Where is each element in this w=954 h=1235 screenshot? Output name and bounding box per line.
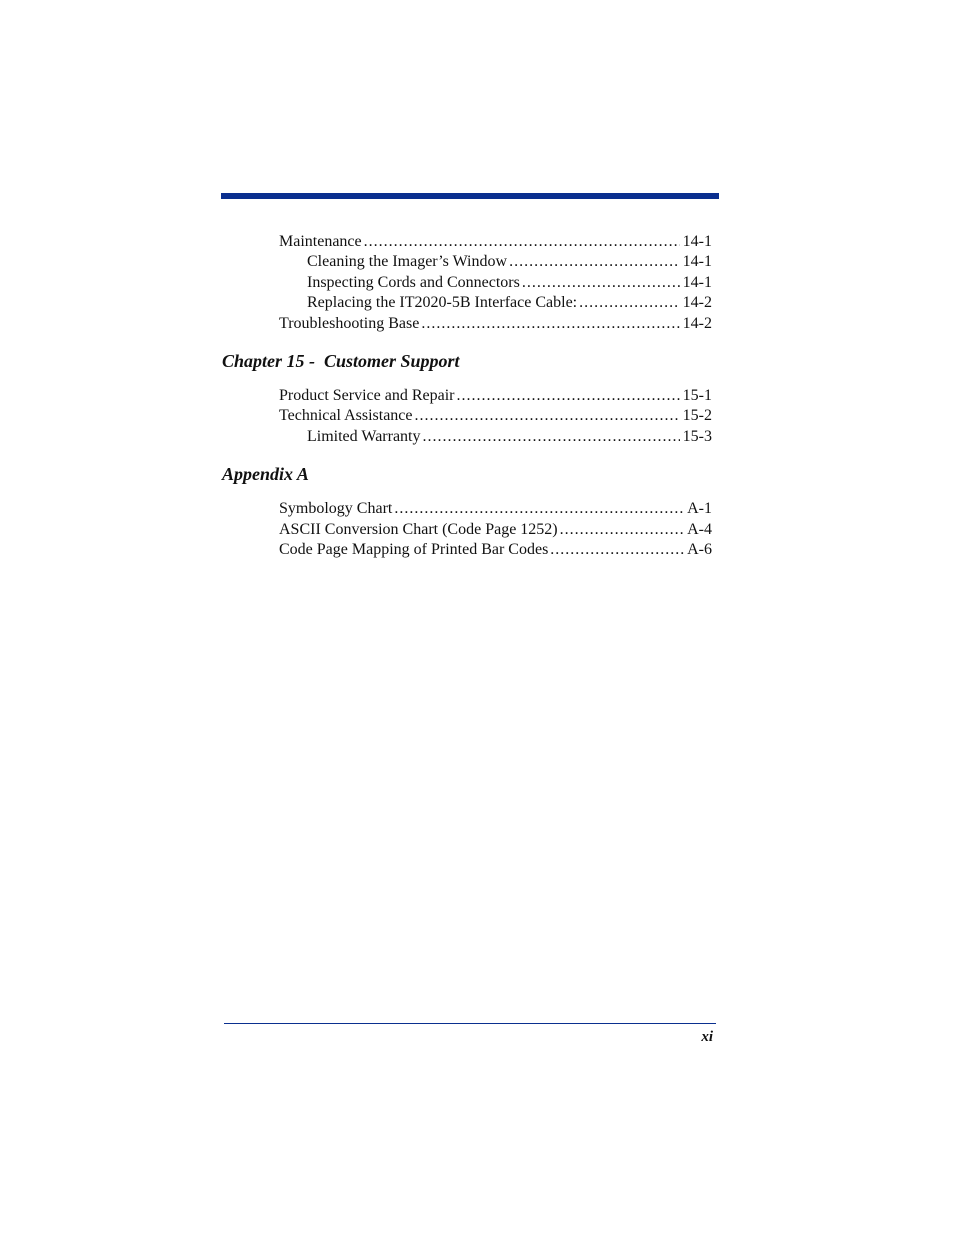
toc-entry-page: 14-1	[682, 233, 712, 250]
dot-leader	[550, 540, 684, 560]
toc-entry-page: 15-3	[682, 427, 712, 445]
dot-leader	[364, 232, 680, 252]
dot-leader	[560, 520, 684, 540]
table-of-contents	[222, 232, 712, 560]
toc-entry-page: 15-1	[682, 387, 712, 405]
appendix-heading[interactable]: Appendix A	[222, 464, 309, 485]
toc-entry-label: Technical Assistance	[279, 407, 413, 425]
chapter-heading[interactable]: Chapter 15 - Customer Support	[222, 351, 460, 372]
dot-leader	[457, 386, 680, 406]
toc-entry-limited-warranty[interactable]	[307, 427, 712, 447]
toc-entry-label: Troubleshooting Base	[279, 314, 420, 332]
toc-entry-troubleshooting-base[interactable]	[279, 314, 712, 334]
toc-entry-code-page-mapping[interactable]	[279, 540, 712, 560]
dot-leader	[415, 406, 680, 426]
toc-entry-maintenance[interactable]	[279, 232, 712, 252]
toc-entry-label: Symbology Chart	[279, 500, 393, 518]
toc-entry-page: A-1	[687, 500, 712, 518]
toc-entry-page: 14-1	[682, 273, 712, 291]
toc-entry-product-service[interactable]	[279, 386, 712, 406]
toc-entry-replacing-cable[interactable]	[307, 293, 712, 313]
toc-entry-label: ASCII Conversion Chart (Code Page 1252)	[279, 520, 558, 538]
toc-entry-label: Maintenance	[279, 233, 362, 250]
toc-entry-label: Inspecting Cords and Connectors	[307, 273, 520, 291]
toc-entry-page: A-4	[687, 520, 712, 538]
toc-entry-page: 14-2	[682, 314, 712, 332]
toc-entry-page: 14-1	[682, 253, 712, 271]
dot-leader	[394, 499, 684, 519]
toc-entry-cleaning-imager-window[interactable]	[307, 252, 712, 272]
toc-entry-label: Replacing the IT2020-5B Interface Cable:	[307, 294, 578, 312]
toc-entry-technical-assistance[interactable]	[279, 406, 712, 426]
toc-entry-label: Product Service and Repair	[279, 387, 455, 405]
toc-entry-page: 14-2	[682, 294, 712, 312]
toc-entry-ascii-conversion-chart[interactable]	[279, 520, 712, 540]
toc-entry-symbology-chart[interactable]	[279, 499, 712, 519]
toc-entry-label: Cleaning the Imager’s Window	[307, 253, 508, 271]
toc-entry-page: 15-2	[682, 407, 712, 425]
dot-leader	[522, 273, 680, 293]
footer-rule	[224, 1023, 716, 1024]
toc-entry-label: Limited Warranty	[307, 427, 421, 445]
page-number: xi	[701, 1029, 713, 1045]
toc-entry-inspecting-cords[interactable]	[307, 273, 712, 293]
dot-leader	[509, 252, 680, 272]
dot-leader	[579, 293, 680, 313]
dot-leader	[421, 314, 679, 334]
dot-leader	[423, 427, 680, 447]
toc-entry-label: Code Page Mapping of Printed Bar Codes	[279, 541, 549, 559]
toc-entry-page: A-6	[687, 541, 712, 559]
header-rule	[221, 193, 719, 199]
